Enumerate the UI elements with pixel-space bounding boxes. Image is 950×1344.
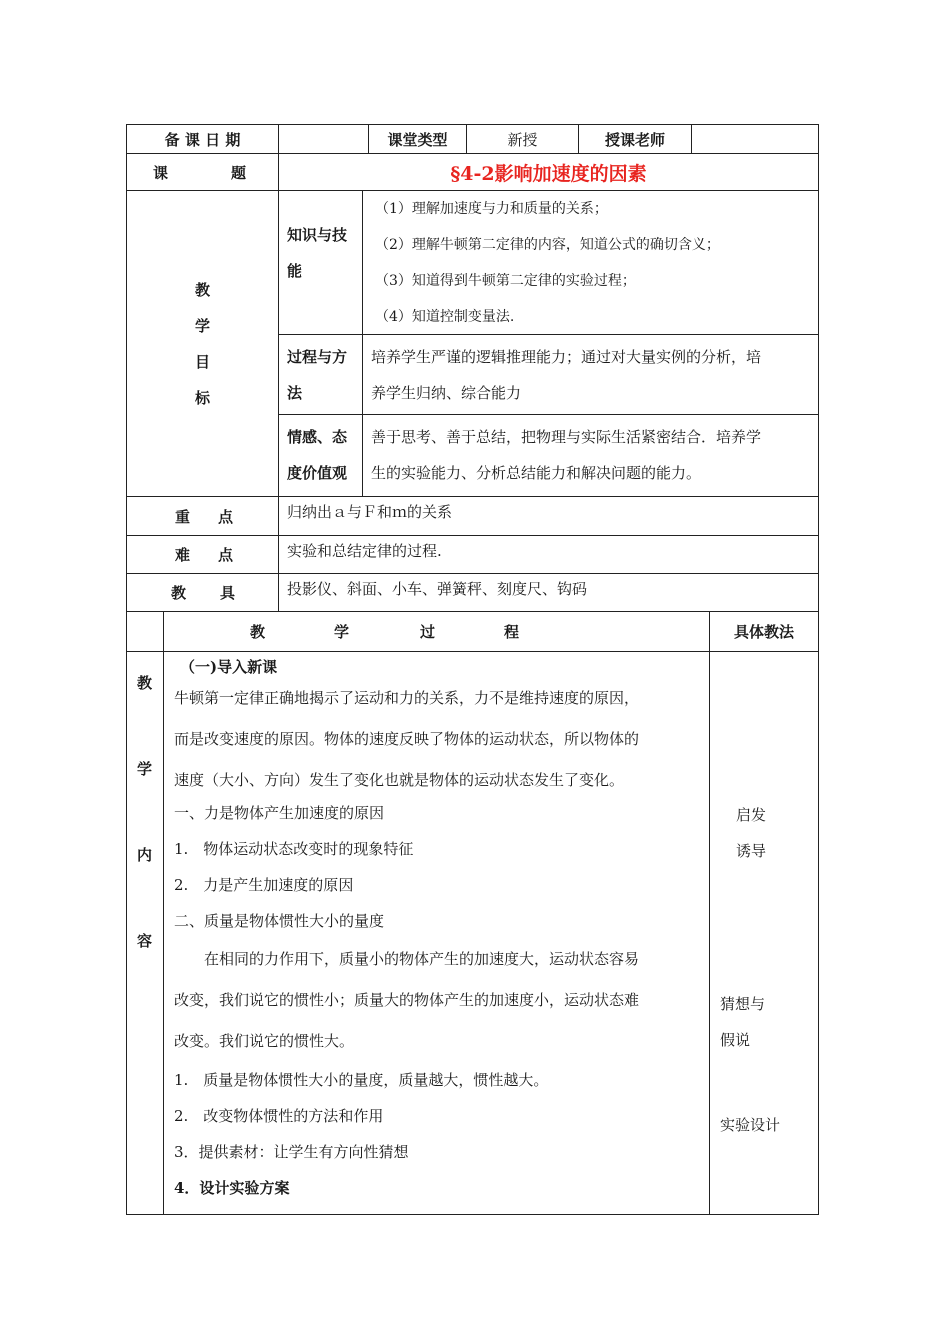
teacher-label: 授课老师 [579,125,692,153]
tools-label-b: 具 [220,584,236,602]
type-label: 课堂类型 [369,125,467,153]
heading2-items [174,1062,709,1206]
tools-row [126,574,819,612]
process-label-line: 过程与方 [287,348,348,366]
emotion-label-line: 情感、态 [287,428,348,446]
process-header-char: 教 [250,623,266,641]
process-label [279,335,363,414]
process-line: 养学生归纳、综合能力 [371,384,522,402]
content-side-char: 内 [137,846,153,864]
difficulty-text: 实验和总结定律的过程. [287,542,442,560]
goals-row [126,191,819,497]
h2-item: 2. 改变物体惯性的方法和作用 [174,1107,384,1125]
mass-line: 在相同的力作用下，质量小的物体产生的加速度大，运动状态容易 [174,950,640,968]
key-point-label-b: 点 [218,507,234,526]
heading1: 一、力是物体产生加速度的原因 [174,804,385,822]
method-hypothesis-line: 假说 [720,1031,751,1049]
key-point-label [127,497,279,535]
knowledge-item: （4）知道控制变量法. [375,308,515,325]
h1-item: 1. 物体运动状态改变时的现象特征 [174,840,414,858]
process-label-line: 法 [287,384,303,402]
knowledge-label-line: 知识与技 [287,226,348,244]
process-header-char: 学 [334,623,350,641]
intro-line: 牛顿第一定律正确地揭示了运动和力的关系，力不是维持速度的原因， [174,689,640,707]
emotion-row [279,415,818,496]
process-text [363,335,818,414]
knowledge-label-line: 能 [287,262,303,280]
teacher-value [692,125,818,153]
key-point-label-a: 重 [175,507,191,526]
tools-label [127,574,279,611]
intro-line: 速度（大小、方向）发生了变化也就是物体的运动状态发生了变化。 [174,771,625,789]
emotion-label [279,415,363,496]
intro-line: 而是改变速度的原因。物体的速度反映了物体的运动状态，所以物体的 [174,730,640,748]
process-header-row [126,612,819,652]
goals-detail [279,191,818,496]
knowledge-row [279,191,818,335]
type-value: 新授 [467,125,579,153]
topic-label-a: 课 [153,163,169,182]
emotion-line: 生的实验能力、分析总结能力和解决问题的能力。 [371,464,702,482]
goals-label-char: 目 [194,352,210,371]
h2-item: 3．提供素材：让学生有方向性猜想 [174,1143,409,1161]
mass-paragraph [174,939,709,1062]
process-header-char: 过 [420,623,436,641]
h1-item: 2. 力是产生加速度的原因 [174,876,354,894]
topic-label [127,154,279,190]
goals-label-char: 学 [194,316,210,335]
difficulty-label-b: 点 [218,546,234,564]
method-guide-line: 启发 [736,806,767,824]
difficulty-label-a: 难 [175,546,191,564]
method-guide [736,797,766,869]
h2-item: 1. 质量是物体惯性大小的量度，质量越大，惯性越大。 [174,1071,549,1089]
method-label: 具体教法 [733,623,794,641]
content-side-char: 学 [137,760,153,778]
content-row [126,652,819,1215]
difficulty-label [127,536,279,573]
h2-item: 4．设计实验方案 [174,1179,290,1197]
difficulty-row [126,536,819,574]
content-body [164,652,710,1214]
key-point-text: 归纳出ａ与Ｆ和ｍ的关系 [287,503,453,521]
methods-column [710,652,818,1214]
goals-label [127,191,279,496]
topic-row [126,154,819,191]
content-side-char: 容 [137,932,153,950]
date-value [279,125,369,153]
goals-label-char: 教 [194,280,210,299]
content-side-char: 教 [137,674,153,692]
topic-title: §4-2影响加速度的因素 [450,162,647,185]
process-header-title [164,612,710,651]
date-label: 备 课 日 期 [127,125,279,153]
topic-label-b: 题 [230,163,246,182]
knowledge-label [279,191,363,334]
lesson-plan-table [126,124,819,1215]
method-hypothesis [720,986,765,1058]
tools-text: 投影仪、斜面、小车、弹簧秤、刻度尺、钩码 [287,580,588,598]
process-header-char: 程 [504,623,520,641]
knowledge-item: （3）知道得到牛顿第二定律的实验过程； [375,272,636,289]
knowledge-item: （1）理解加速度与力和质量的关系； [375,200,608,217]
heading2: 二、质量是物体惯性大小的量度 [174,912,385,930]
method-guide-line: 诱导 [736,842,767,860]
process-line: 培养学生严谨的逻辑推理能力；通过对大量实例的分析，培 [371,348,762,366]
method-hypothesis-line: 猜想与 [720,995,766,1013]
tools-label-a: 教 [171,584,187,602]
process-header-blank [127,612,164,651]
heading1-block [174,795,709,939]
knowledge-items [363,191,818,334]
emotion-line: 善于思考、善于总结，把物理与实际生活紧密结合．培养学 [371,428,762,446]
mass-line: 改变，我们说它的惯性小；质量大的物体产生的加速度小，运动状态难 [174,991,640,1009]
section-intro-heading: （一)导入新课 [180,658,278,676]
header-row [126,124,819,154]
knowledge-item: （2）理解牛顿第二定律的内容，知道公式的确切含义； [375,236,720,253]
content-side-label [127,652,164,1214]
process-row [279,335,818,415]
goals-label-char: 标 [194,388,210,407]
emotion-label-line: 度价值观 [287,464,348,482]
key-point-row [126,497,819,536]
intro-paragraph [174,678,709,801]
mass-line: 改变。我们说它的惯性大。 [174,1032,355,1050]
method-experiment: 实验设计 [720,1116,781,1134]
emotion-text [363,415,818,496]
